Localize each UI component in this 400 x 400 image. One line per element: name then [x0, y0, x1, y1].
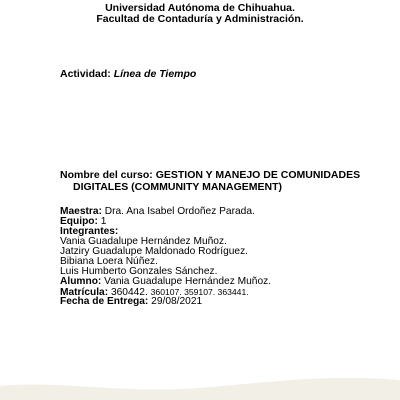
- faculty-name: Facultad de Contaduría y Administración.: [96, 13, 304, 25]
- footer-wave-shape: [0, 378, 400, 400]
- teacher-value: Dra. Ana Isabel Ordoñez Parada.: [104, 206, 255, 217]
- member-item: Luis Humberto Gonzales Sánchez.: [60, 266, 218, 277]
- id-value-first: 360442.: [110, 287, 148, 298]
- student-value: Vania Guadalupe Hernández Muñoz.: [104, 276, 272, 287]
- members-label: Integrantes:: [60, 226, 119, 237]
- institution-header: [0, 3, 400, 25]
- university-name: Universidad Autónoma de Chihuahua.: [105, 2, 295, 14]
- activity-line: [60, 68, 196, 80]
- id-label: Matrícula:: [60, 287, 109, 298]
- course-block: [60, 169, 360, 193]
- date-value: 29/08/2021: [151, 296, 203, 307]
- course-label: Nombre del curso:: [60, 169, 153, 181]
- activity-value: Línea de Tiempo: [113, 68, 197, 80]
- student-row: [60, 277, 271, 287]
- date-label: Fecha de Entrega:: [60, 296, 149, 307]
- student-label: Alumno:: [60, 276, 102, 287]
- course-name-line2: DIGITALES (COMMUNITY MANAGEMENT): [73, 181, 283, 193]
- decorative-footer-wave: [0, 360, 400, 400]
- id-value-rest: 360107. 359107. 363441.: [150, 287, 249, 297]
- activity-label: Actividad:: [60, 68, 111, 80]
- details-block: [60, 207, 271, 307]
- date-row: [60, 297, 271, 307]
- course-name-line1: GESTION Y MANEJO DE COMUNIDADES: [155, 169, 361, 181]
- team-value: 1: [100, 216, 107, 227]
- member-item: Vania Guadalupe Hernández Muñoz.: [60, 236, 227, 247]
- member-item: Jatziry Guadalupe Maldonado Rodríguez.: [60, 246, 249, 257]
- member-item: Bibiana Loera Núñez.: [60, 256, 158, 267]
- team-label: Equipo:: [60, 216, 98, 227]
- teacher-label: Maestra:: [60, 206, 102, 217]
